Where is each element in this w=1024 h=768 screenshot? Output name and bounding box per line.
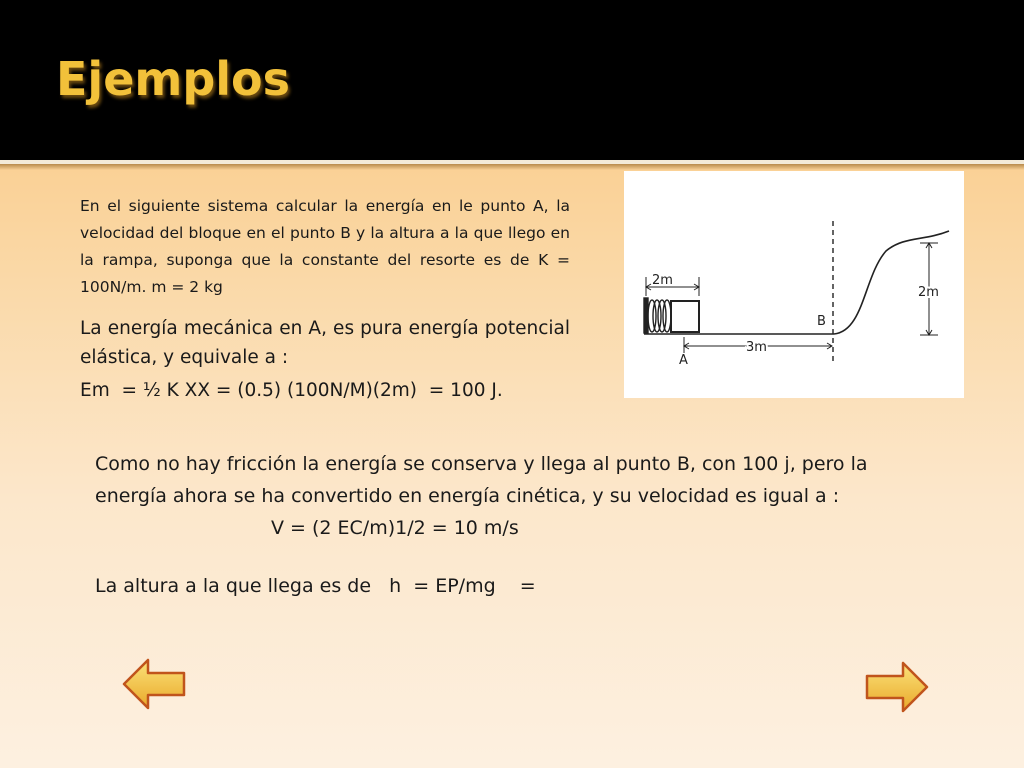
distance-label: 3m: [746, 340, 767, 355]
previous-slide-button[interactable]: [121, 657, 187, 711]
physics-diagram: [624, 171, 964, 398]
point-b-text: Como no hay fricción la energía se conserva y llega al punto B, con 100 j, pero la energía ahora se ha convertido en energía cinética, y su velocidad es igual a :: [95, 453, 868, 507]
next-slide-button[interactable]: [864, 660, 930, 714]
problem-statement: En el siguiente sistema calcular la energía en le punto A, la velocidad del bloque en el punto B y la altura a la que llego en la rampa, suponga que la constante del resorte es de K = 100N/m. m = 2 kg: [80, 197, 570, 296]
ramp-curve: [834, 231, 949, 334]
right-arrow-icon: [864, 660, 930, 714]
height-explanation: La altura a la que llega es de h = EP/mg =: [95, 575, 536, 597]
title-divider-shadow: [0, 164, 1024, 170]
point-b-formula: V = (2 EC/m)1/2 = 10 m/s: [271, 517, 519, 539]
left-arrow-icon: [121, 657, 187, 711]
spring-length-label: 2m: [652, 273, 673, 288]
spring: [644, 298, 671, 333]
spring-ramp-diagram: [624, 171, 964, 398]
point-b-label: B: [817, 314, 826, 329]
point-b-explanation: [95, 448, 917, 544]
slide-title: Ejemplos: [56, 52, 290, 106]
point-a-label: A: [679, 353, 688, 368]
point-a-formula: Em = ½ K XX = (0.5) (100N/M)(2m) = 100 J.: [80, 380, 503, 401]
point-a-explanation: La energía mecánica en A, es pura energía potencial elástica, y equivale a :: [80, 318, 570, 368]
block: [671, 301, 699, 332]
height-label: 2m: [918, 285, 939, 300]
